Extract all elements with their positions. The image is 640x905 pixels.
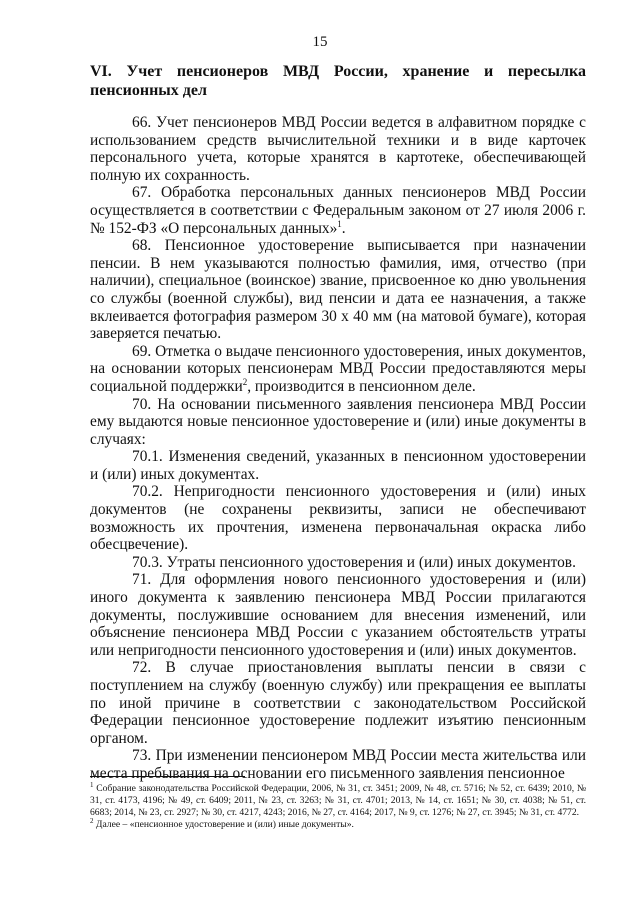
paragraph-73-text: 73. При изменении пенсионером МВД России места жительства или места пребывания на основании его письменного заявления пенсионное	[90, 747, 586, 782]
paragraph-71	[90, 571, 586, 659]
paragraph-66-text: 66. Учет пенсионеров МВД России ведется в алфавитном порядке с использованием средств вычислительной техники и в виде карточек персонального учета, которые хранятся в картотеке, обеспечивающей полную их сохранность.	[90, 114, 586, 184]
paragraph-67	[90, 184, 586, 237]
paragraph-69	[90, 343, 586, 396]
paragraph-67-tail: .	[341, 219, 346, 237]
paragraph-68	[90, 237, 586, 343]
paragraph-70	[90, 396, 586, 449]
section-heading-line-2: пенсионных дел	[90, 82, 207, 99]
paragraph-69-tail: , производится в пенсионном деле.	[247, 377, 476, 395]
paragraph-70-3	[90, 554, 586, 572]
paragraph-70-1-text: 70.1. Изменения сведений, указанных в пенсионном удостоверении и (или) иных документах.	[90, 448, 586, 483]
section-heading-line-1: VI. Учет пенсионеров МВД России, хранение и пересылка	[90, 63, 586, 80]
paragraph-72-text: 72. В случае приостановления выплаты пенсии в связи с поступлением на службу (военную службу) или прекращения ее выплаты по иной причине в соответствии с законодательством Российской Федерации пенсионное удостоверение подлежит изъятию пенсионным органом.	[90, 659, 586, 747]
section-heading	[90, 62, 586, 100]
paragraph-67-text: 67. Обработка персональных данных пенсионеров МВД России осуществляется в соответствии с Федеральным законом от 27 июля 2006 г. № 152-ФЗ «О персональных данных»	[90, 184, 586, 237]
footnotes	[90, 780, 587, 831]
paragraph-70-3-text: 70.3. Утраты пенсионного удостоверения и (или) иных документов.	[132, 553, 576, 571]
paragraph-72	[90, 659, 586, 747]
paragraph-70-2	[90, 483, 586, 553]
paragraph-73	[90, 747, 586, 782]
paragraph-71-text: 71. Для оформления нового пенсионного удостоверения и (или) иного документа к заявлению пенсионера МВД России прилагаются документы, послужившие основанием для внесения изменений, или объяснение пенсионера МВД России с указанием обстоятельств утраты или непригодности пенсионного удостоверения и (или) иных документов.	[90, 571, 586, 659]
footnote-ref-2: 2	[242, 376, 248, 387]
paragraph-70-text: 70. На основании письменного заявления пенсионера МВД России ему выдаются новые пенсионное удостоверение и (или) иные документы в случаях:	[90, 395, 586, 448]
paragraph-69-text: 69. Отметка о выдаче пенсионного удостоверения, иных документов, на основании которых пенсионерам МВД России предоставляются меры социальной поддержки	[90, 342, 586, 395]
paragraph-68-text: 68. Пенсионное удостоверение выписывается при назначении пенсии. В нем указываются полностью фамилия, имя, отчество (при наличии), специальное (воинское) звание, присвоенное ко дню увольнения со службы (военной службы), вид пенсии и дата ее назначения, а также вклеивается фотография размером 30 x 40 мм (на матовой бумаге), которая заверяется печатью.	[90, 237, 586, 343]
footnote-2-text: Далее – «пенсионное удостоверение и (или) иные документы».	[95, 819, 354, 831]
paragraph-66	[90, 114, 586, 184]
footnote-ref-1: 1	[337, 218, 342, 229]
footnote-2	[90, 819, 586, 831]
footnote-1-text: Собрание законодательства Российской Федерации, 2006, № 31, ст. 3451; 2009, № 48, ст. 5716; № 52, ст. 6439; 2010, № 31, ст. 4173, 4196; № 49, ст. 6409; 2011, № 23, ст. 3263; № 31, ст. 4701; 2013, № 14, ст. 1651; № 30, ст. 4038; № 51, ст. 6683; 2014, № 23, ст. 2927; № 30, ст. 4217, 4243; 2016, № 27, ст. 4164; 2017, № 9, ст. 1276; № 27, ст. 3945; № 31, ст. 4772.	[90, 783, 587, 819]
footnote-1	[90, 780, 587, 819]
footnote-2-mark: 2	[90, 817, 94, 826]
footnote-1-mark: 1	[90, 780, 94, 789]
footnote-divider	[90, 776, 245, 777]
body-text	[90, 114, 586, 783]
page-number: 15	[312, 34, 328, 50]
paragraph-70-1	[90, 448, 586, 483]
paragraph-70-2-text: 70.2. Непригодности пенсионного удостоверения и (или) иных документов (не сохранены реквизиты, записи не обеспечивают возможность их прочтения, изменена первоначальная окраска либо обесцвечение).	[90, 483, 586, 554]
